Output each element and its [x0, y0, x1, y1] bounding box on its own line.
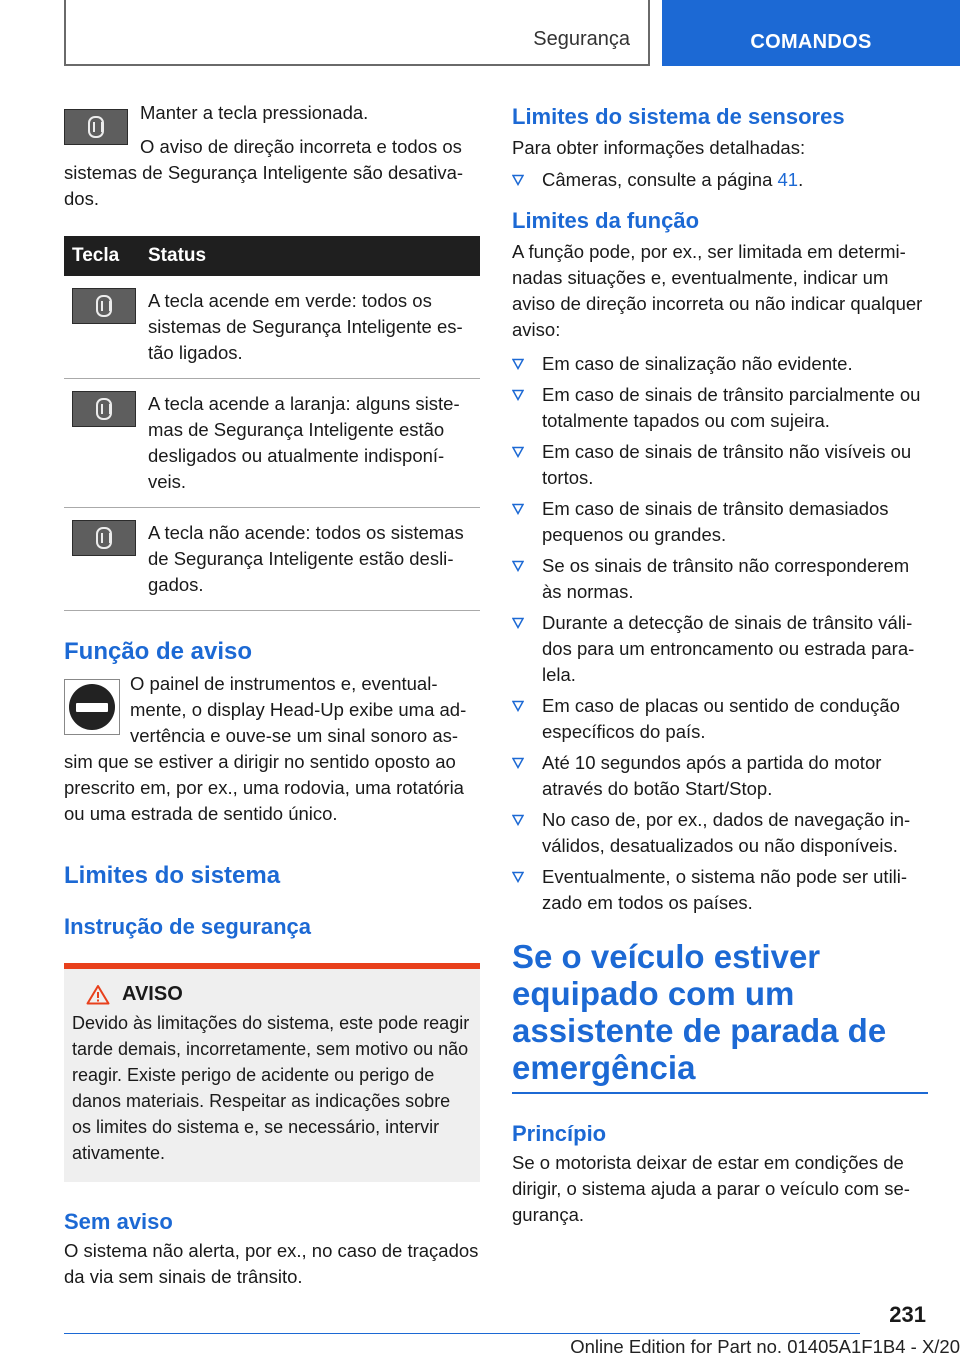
no-entry-sign-icon — [64, 679, 120, 735]
footer-rule — [64, 1333, 860, 1334]
safety-button-icon — [64, 109, 128, 145]
footer-edition: Online Edition for Part no. 01405A1F1B4 - X/20 — [570, 1336, 960, 1357]
subsection-title-instrucao: Instrução de segurança — [64, 914, 311, 939]
intro-instruction: Manter a tecla pressionada. — [140, 102, 369, 123]
list-item: Em caso de sinalização não evidente. — [512, 351, 928, 377]
warning-title: AVISO — [122, 983, 183, 1005]
section-title-limites-sistema: Limites do sistema — [64, 862, 281, 889]
warning-box — [64, 963, 480, 1182]
triangle-bullet-icon — [512, 871, 524, 883]
table-cell-status: A tecla acende a laranja: alguns sistemas de Segurança Inteligente estão desligados ou atualmente indisponíveis. — [148, 393, 460, 492]
triangle-bullet-icon — [512, 617, 524, 629]
limites-funcao-list — [512, 351, 928, 916]
table-row — [64, 276, 480, 379]
table-header-key: Tecla — [72, 245, 120, 266]
triangle-bullet-icon — [512, 503, 524, 515]
table-row — [64, 379, 480, 508]
warning-triangle-icon — [86, 984, 110, 1005]
table-cell-status: A tecla não acende: todos os sistemas de Segurança Inteligente estão desligados. — [148, 522, 464, 595]
safety-button-orange-icon — [72, 391, 136, 427]
list-item: No caso de, por ex., dados de navegação inválidos, desatualizados ou não disponíveis. — [512, 807, 928, 859]
page-number: 231 — [889, 1302, 926, 1327]
chapter-title-parada-emergencia: Se o veículo estiver equipado com um assistente de parada de emergência — [512, 938, 887, 1086]
list-item: Durante a detecção de sinais de trânsito válidos para um entroncamento ou estrada paralela. — [512, 610, 928, 688]
triangle-bullet-icon — [512, 446, 524, 458]
table-header — [64, 236, 480, 276]
subsection-title-principio: Princípio — [512, 1121, 607, 1146]
list-item: Até 10 segundos após a partida do motor através do botão Start/Stop. — [512, 750, 928, 802]
list-item: Eventualmente, o sistema não pode ser utilizado em todos os países. — [512, 864, 928, 916]
right-column — [512, 103, 928, 1228]
subsection-title-limites-funcao: Limites da função — [512, 208, 700, 233]
triangle-bullet-icon — [512, 358, 524, 370]
intro-description: O aviso de direção incorreta e todos os sistemas de Segurança Inteligente são desativados. — [64, 136, 464, 209]
chapter-title-rule — [512, 1092, 928, 1094]
table-cell-status: A tecla acende em verde: todos os sistemas de Segurança Inteligente estão ligados. — [148, 290, 463, 363]
list-item: Se os sinais de trânsito não corresponderem às normas. — [512, 553, 928, 605]
table-row — [64, 508, 480, 611]
section-title-funcao-aviso: Função de aviso — [64, 638, 253, 665]
warning-text: Devido às limitações do sistema, este pode reagir tarde demais, incorretamente, sem motivo ou não reagir. Existe perigo de acidente ou perigo de danos materiais. Respeitar as indicações sobre os limites do sistema e, se necessário, intervir ativamente. — [72, 1013, 470, 1163]
list-item: Em caso de sinais de trânsito demasiados pequenos ou grandes. — [512, 496, 928, 548]
safety-button-off-icon — [72, 520, 136, 556]
sensores-text: Para obter informações detalhadas: — [512, 137, 806, 158]
header-section-box — [64, 0, 650, 66]
subsection-title-sensores: Limites do sistema de sensores — [512, 104, 845, 129]
status-table — [64, 236, 480, 611]
safety-button-green-icon — [72, 288, 136, 324]
sem-aviso-text: O sistema não alerta, por ex., no caso de traçados da via sem sinais de trânsito. — [64, 1240, 479, 1287]
list-item: Câmeras, consulte a página 41. — [512, 167, 928, 193]
header-chapter-title: COMANDOS — [750, 31, 872, 53]
left-column — [64, 100, 480, 1290]
page-reference-link[interactable]: 41 — [777, 169, 799, 190]
triangle-bullet-icon — [512, 757, 524, 769]
subsection-title-sem-aviso: Sem aviso — [64, 1209, 173, 1234]
funcao-aviso-text: O painel de instrumentos e, eventualmente, o display Head-Up exibe uma advertência e ouve-se um sinal sonoro assim que se estiver a dirigir no sentido oposto ao prescrito em, por ex., uma rodovia, uma rotatória ou uma estrada de sentido único. — [64, 673, 467, 824]
principio-text: Se o motorista deixar de estar em condições de dirigir, o sistema ajuda a parar o veículo com segurança. — [512, 1152, 910, 1225]
list-item: Em caso de sinais de trânsito não visíveis ou tortos. — [512, 439, 928, 491]
header-chapter-tab — [662, 0, 960, 66]
list-item: Em caso de sinais de trânsito parcialmente ou totalmente tapados ou com sujeira. — [512, 382, 928, 434]
triangle-bullet-icon — [512, 389, 524, 401]
triangle-bullet-icon — [512, 700, 524, 712]
limites-funcao-text: A função pode, por ex., ser limitada em determinadas situações e, eventualmente, indicar um aviso de direção incorreta ou não indicar qualquer aviso: — [512, 241, 923, 340]
list-item: Em caso de placas ou sentido de condução específicos do país. — [512, 693, 928, 745]
triangle-bullet-icon — [512, 174, 524, 186]
table-header-status: Status — [148, 245, 207, 266]
triangle-bullet-icon — [512, 814, 524, 826]
triangle-bullet-icon — [512, 560, 524, 572]
sensores-list — [512, 167, 928, 193]
header-section-title: Segurança — [533, 28, 630, 50]
